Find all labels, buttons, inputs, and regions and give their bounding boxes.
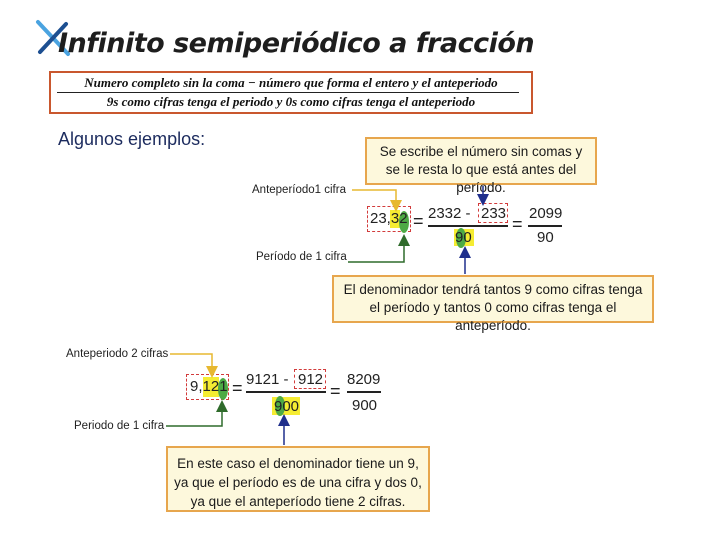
example2-equals-2: = [330,381,341,401]
example1-bottom-callout: El denominador tendrá tantos 9 como cifras tenga el período y tantos 0 como cifras tenga el anteperíodo. [332,275,654,323]
example1-equals-2: = [512,214,523,234]
example2-anteperiod-label: Anteperiodo 2 cifras [66,348,169,360]
formula-denominator: 9s como cifras tenga el periodo y 0s como cifras tenga el anteperiodo [106,94,476,109]
example1-result-denominator: 90 [537,229,554,246]
example1-anteperiod-arrow [352,190,396,206]
example2-period-label: Periodo de 1 cifra [74,420,165,432]
example1-number: 23,32 [370,210,408,227]
example2-anteperiod-arrow [170,354,212,372]
example2-result-denominator: 900 [352,397,378,414]
example1-numerator-b: 233 [481,205,507,222]
example1-period-label: Período de 1 cifra [256,251,347,263]
example1-result-numerator: 2099 [529,205,563,222]
example2-numerator-b: 912 [298,371,324,388]
example2-numerator-a: 9121 - [246,371,289,388]
example2-number: 9,121 [190,378,228,395]
example1-top-callout: Se escribe el número sin comas y se le resta lo que está antes del período. [365,137,597,185]
example2-denominator: 900 [274,398,300,415]
example1-anteperiod-label: Anteperíodo1 cifra [252,184,346,196]
example1-numerator-a: 2332 - [428,205,471,222]
examples-heading: Algunos ejemplos: [58,129,206,149]
example1-equals-1: = [413,211,424,231]
example2-equals-1: = [232,378,243,398]
formula-numerator: Numero completo sin la coma − número que forma el entero y el anteperiodo [84,75,498,90]
example2-bottom-callout: En este caso el denominador tiene un 9, ya que el período es de una cifra y dos 0, ya que el anteperíodo tiene 2 cifras. [166,446,430,512]
example1-period-arrow [348,240,404,262]
example2-result-numerator: 8209 [347,371,381,388]
page-title: Infinito semiperiódico a fracción [58,28,535,59]
example1-denominator: 90 [455,229,472,246]
example2-period-arrow [166,406,222,426]
